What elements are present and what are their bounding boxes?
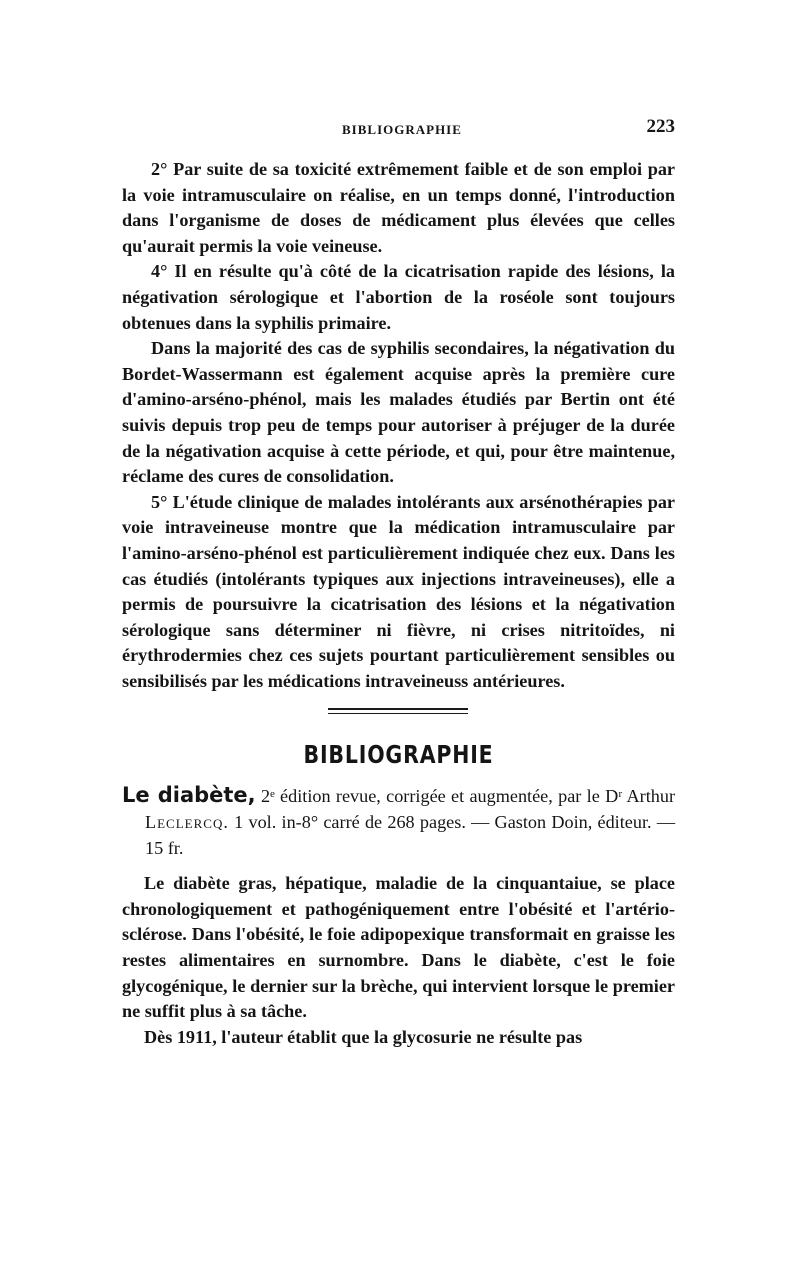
divider-line-thin	[328, 713, 468, 714]
body-text	[122, 157, 675, 694]
entry-author: Leclercq.	[145, 812, 229, 833]
paragraph-secondary-syphilis: Dans la majorité des cas de syphilis secondaires, la négativation du Bordet-Wassermann est également acquise après la première cure d'amino-arséno-phénol, mais les malades étudiés par Bertin ont été suivis depuis trop peu de temps pour autoriser à préjuger de la durée de la négativation acquise à cette période, et qui, pour être maintenue, réclame des cures de consolidation.	[122, 338, 675, 487]
review-paragraph-continued: Dès 1911, l'auteur établit que la glycosurie ne résulte pas	[144, 1026, 583, 1047]
paragraph-results: 4° Il en résulte qu'à côté de la cicatrisation rapide des lésions, la négativation sérologique et l'abortion de la roséole sont toujours obtenues dans la syphilis primaire.	[122, 261, 675, 333]
entry-publication-details: 1 vol. in-8° carré de 268 pages. — Gaston Doin, éditeur. — 15 fr.	[145, 812, 675, 858]
page-number: 223	[646, 116, 675, 137]
entry-title: Le diabète,	[122, 783, 256, 808]
book-page	[122, 112, 675, 1050]
section-title: BIBLIOGRAPHIE	[303, 740, 494, 770]
divider-line-thick	[328, 708, 468, 710]
bibliography-entry	[122, 783, 675, 861]
paragraph-toxicity: 2° Par suite de sa toxicité extrêmement faible et de son emploi par la voie intramusculaire on réalise, en un temps donné, l'introduction dans l'organisme de doses de médicament plus élevées que celles qu'aurait permis la voie veineuse.	[122, 159, 675, 256]
entry-edition-details: 2ᵉ édition revue, corrigée et augmentée, par le Dʳ Arthur	[255, 786, 676, 807]
review-paragraph: Le diabète gras, hépatique, maladie de la cinquantaiue, se place chronologiquement et pathogéniquement entre l'obésité et l'artério-sclérose. Dans l'obésité, le foie adipopexique transformait en graisse les restes alimentaires en surnombre. Dans le diabète, c'est le foie glycogénique, le dernier sur la brèche, qui intervient lorsque le premier ne suffit plus à sa tâche.	[122, 873, 675, 1022]
review-text	[122, 871, 675, 1050]
section-divider	[122, 704, 675, 718]
running-header-title: BIBLIOGRAPHIE	[342, 122, 462, 137]
paragraph-intolerant-patients: 5° L'étude clinique de malades intolérants aux arsénothérapies par voie intraveineuse montre que la médication intramusculaire par l'amino-arséno-phénol est particulièrement indiquée chez eux. Dans les cas étudiés (intolérants typiques aux injections intraveineuses), elle a permis de poursuivre la cicatrisation des lésions et la négativation sérologique sans déterminer ni fièvre, ni crises nitritoïdes, ni érythrodermies chez ces sujets pourtant particulièrement sensibles ou sensibilisés par les médications intraveineuss antérieures.	[122, 491, 675, 691]
running-header	[122, 112, 675, 142]
